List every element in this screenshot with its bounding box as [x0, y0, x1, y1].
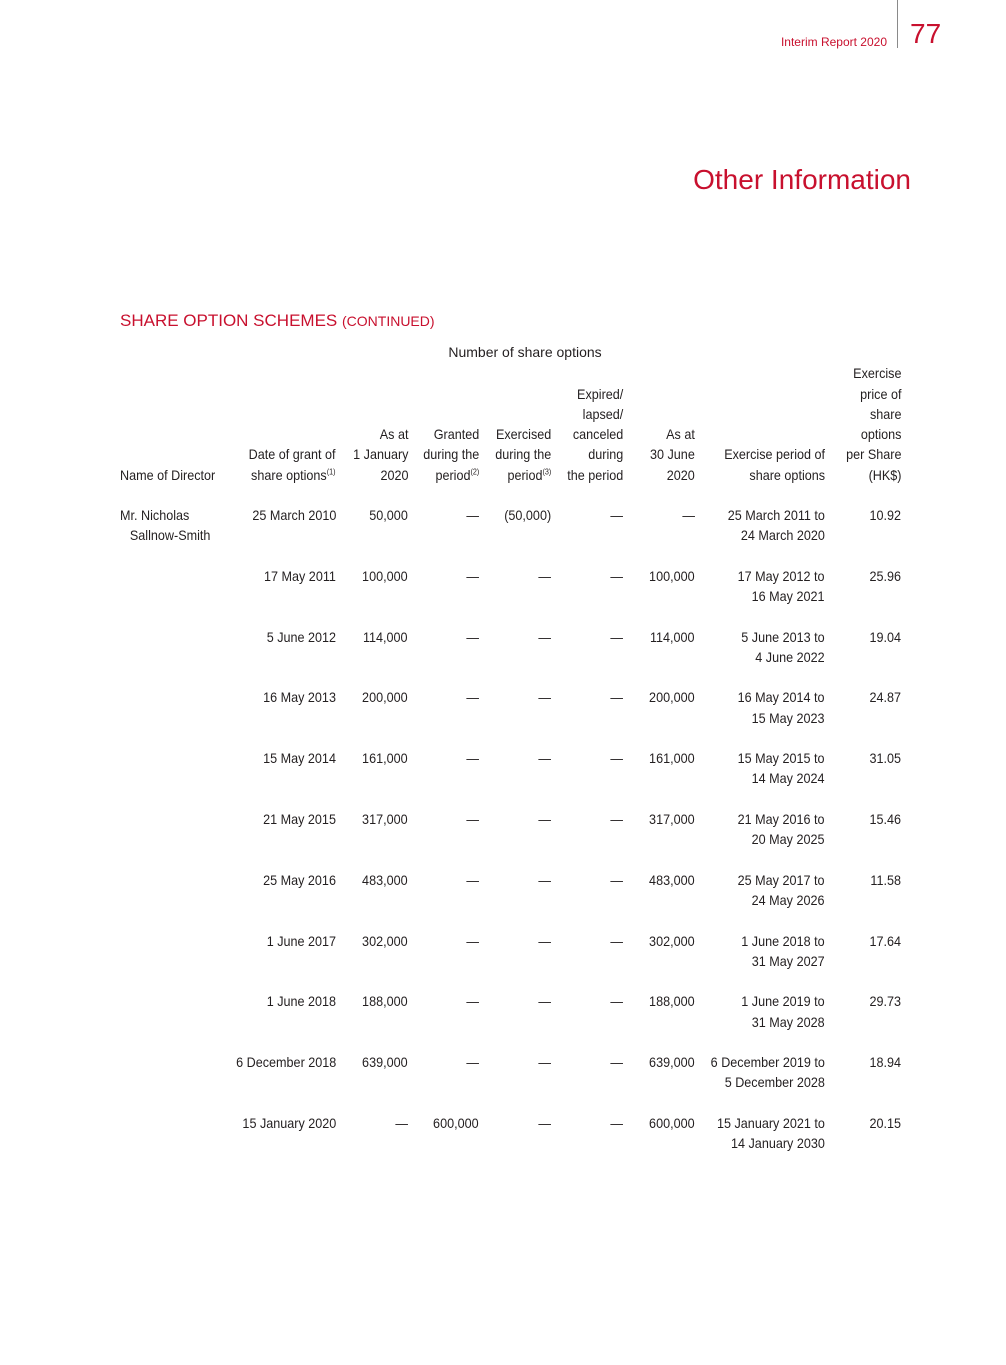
cell-period [738, 870, 825, 911]
cell-period-to: 4 June 2022 [755, 648, 825, 665]
cell-exercised: — [538, 871, 551, 888]
cell-date: 21 May 2015 [263, 811, 336, 827]
col-header-granted [423, 363, 479, 485]
cell-expired: — [610, 811, 623, 827]
col-header-line: 2020 [666, 466, 695, 483]
cell-granted: — [466, 507, 479, 523]
cell-date: 25 May 2016 [263, 871, 336, 888]
cell-period [728, 505, 825, 546]
cell-period-to: 14 May 2024 [752, 770, 825, 787]
col-header-period [724, 363, 825, 485]
page-number: 77 [910, 18, 942, 49]
col-header-line: Exercise period of [724, 446, 825, 463]
cell-period-from: 5 June 2013 to [741, 628, 825, 645]
col-header-line: period$^{(3)}$ [507, 466, 551, 483]
cell-jan: 50,000 [369, 507, 408, 523]
cell-jun: 114,000 [650, 628, 695, 645]
footnote-ref: (2) [470, 467, 479, 477]
cell-period [742, 991, 825, 1032]
cell-jan: 317,000 [362, 811, 408, 827]
cell-period-to: 14 January 2030 [731, 1135, 825, 1152]
cell-exercised: — [538, 628, 551, 645]
col-header-line: Exercised [495, 426, 551, 443]
col-header-expired [567, 363, 623, 485]
cell-expired: — [610, 871, 623, 888]
cell-period [742, 627, 825, 668]
cell-jun: 188,000 [649, 993, 695, 1010]
cell-period [742, 931, 825, 972]
cell-jun: 100,000 [649, 567, 695, 584]
col-header-line: during the [422, 446, 479, 463]
cell-exercised: — [538, 811, 551, 827]
col-header-line: Date of grant of [249, 446, 336, 463]
col-header-line: share [869, 405, 901, 422]
col-header-date [249, 363, 336, 485]
col-header-line: during the [494, 446, 551, 463]
section-heading [120, 311, 435, 331]
cell-date: 15 May 2014 [263, 750, 336, 767]
report-name: Interim Report 2020 [780, 35, 887, 49]
col-header-line: (HK$) [868, 466, 901, 483]
col-header-line: 30 June [650, 446, 695, 463]
cell-granted: — [466, 689, 479, 706]
cell-period-to: 31 May 2028 [752, 1013, 825, 1030]
cell-jan: 200,000 [362, 689, 408, 706]
cell-price: 24.87 [869, 689, 901, 706]
cell-price: 11.58 [870, 871, 901, 888]
cell-expired: — [610, 567, 623, 584]
cell-granted: — [466, 811, 479, 827]
cell-period-from: 1 June 2019 to [741, 993, 825, 1010]
col-header-exercised [495, 363, 551, 485]
cell-jan: 188,000 [362, 993, 408, 1010]
cell-period-from: 6 December 2019 to [710, 1054, 825, 1071]
cell-period-from: 1 June 2018 to [741, 932, 825, 949]
footnote-ref: (1) [327, 467, 336, 477]
group-header: Number of share options [448, 344, 602, 360]
cell-granted: 600,000 [433, 1115, 479, 1131]
cell-period-to: 16 May 2021 [752, 588, 825, 605]
cell-date: 6 December 2018 [235, 1054, 336, 1071]
cell-exercised: — [538, 689, 551, 706]
cell-price: 15.46 [869, 811, 901, 827]
cell-exercised: (50,000) [504, 507, 551, 523]
col-header-line: Name of Director [120, 466, 216, 483]
cell-jun: 317,000 [649, 811, 695, 827]
col-header-line: 1 January [352, 446, 408, 463]
col-header-line: price of [859, 385, 901, 402]
cell-period-to: 31 May 2027 [752, 952, 825, 969]
cell-date: 16 May 2013 [263, 689, 336, 706]
cell-expired: — [610, 689, 623, 706]
col-header-line: during [587, 446, 623, 463]
cell-period [717, 1113, 825, 1154]
footnote-ref: (3) [542, 467, 551, 477]
cell-expired: — [610, 750, 623, 767]
cell-expired: — [610, 507, 623, 523]
cell-price: 20.15 [869, 1115, 901, 1131]
cell-period-to: 5 December 2028 [724, 1074, 825, 1091]
cell-granted: — [466, 750, 479, 767]
cell-expired: — [610, 993, 623, 1010]
col-header-name [120, 363, 215, 485]
cell-granted: — [466, 567, 479, 584]
director-name-line: Sallnow-Smith [129, 527, 211, 544]
cell-expired: — [610, 1054, 623, 1071]
section-subtitle: (CONTINUED) [342, 313, 435, 329]
cell-period [711, 1052, 825, 1093]
col-header-price [846, 363, 901, 485]
col-header-line: the period [566, 466, 623, 483]
cell-date: 1 June 2017 [266, 932, 336, 949]
cell-exercised: — [538, 1115, 551, 1131]
cell-period-from: 16 May 2014 to [738, 689, 825, 706]
cell-jan: 483,000 [362, 871, 408, 888]
cell-date: 25 March 2010 [251, 507, 336, 523]
col-header-jun [650, 363, 695, 485]
cell-price: 18.94 [869, 1054, 901, 1071]
cell-jun: — [682, 507, 695, 523]
cell-jan: 100,000 [362, 567, 408, 584]
director-name-line: Mr. Nicholas [120, 507, 190, 523]
col-header-line: share options [749, 466, 825, 483]
cell-price: 10.92 [869, 507, 901, 523]
cell-exercised: — [538, 750, 551, 767]
col-header-line: Granted [433, 426, 479, 443]
cell-period [738, 809, 825, 850]
cell-expired: — [610, 628, 623, 645]
col-header-jan [353, 363, 408, 485]
cell-jan: 114,000 [363, 628, 408, 645]
cell-period [738, 687, 825, 728]
cell-jun: 600,000 [649, 1115, 695, 1131]
cell-price: 17.64 [869, 932, 901, 949]
cell-granted: — [466, 932, 479, 949]
cell-jan: 639,000 [362, 1054, 408, 1071]
cell-expired: — [610, 1115, 623, 1131]
col-header-line: Exercise [852, 365, 901, 382]
cell-granted: — [466, 871, 479, 888]
cell-exercised: — [538, 567, 551, 584]
cell-period-from: 25 May 2017 to [738, 871, 825, 888]
cell-period-from: 21 May 2016 to [738, 811, 825, 827]
cell-jun: 302,000 [649, 932, 695, 949]
cell-exercised: — [538, 993, 551, 1010]
cell-price: 31.05 [869, 750, 901, 767]
director-name [120, 505, 210, 546]
cell-expired: — [610, 932, 623, 949]
col-header-line: As at [379, 426, 408, 443]
header-divider [897, 0, 898, 48]
cell-period-from: 15 January 2021 to [717, 1115, 825, 1131]
col-header-line: canceled [572, 426, 623, 443]
cell-price: 29.73 [869, 993, 901, 1010]
col-header-line: options [860, 426, 901, 443]
col-header-line: share options$^{(1)}$ [251, 466, 336, 483]
section-title: SHARE OPTION SCHEMES [120, 311, 338, 330]
cell-granted: — [466, 628, 479, 645]
cell-date: 1 June 2018 [266, 993, 336, 1010]
cell-exercised: — [538, 932, 551, 949]
cell-period-to: 24 March 2020 [740, 527, 825, 544]
cell-jan: 161,000 [362, 750, 408, 767]
col-header-line: period$^{(2)}$ [435, 466, 479, 483]
cell-period-from: 17 May 2012 to [738, 567, 825, 584]
cell-granted: — [466, 993, 479, 1010]
page-title: Other Information [693, 164, 911, 195]
cell-period [738, 566, 825, 607]
cell-date: 5 June 2012 [266, 628, 336, 645]
cell-jan: — [395, 1115, 408, 1131]
cell-exercised: — [538, 1054, 551, 1071]
cell-period-from: 25 March 2011 to [727, 507, 825, 523]
col-header-line: As at [666, 426, 695, 443]
cell-jan: 302,000 [362, 932, 408, 949]
cell-period-to: 24 May 2026 [752, 892, 825, 909]
col-header-line: Expired/ [576, 385, 623, 402]
cell-period-to: 15 May 2023 [752, 709, 825, 726]
cell-period [738, 748, 825, 789]
cell-price: 19.04 [869, 628, 901, 645]
cell-period-to: 20 May 2025 [752, 831, 825, 848]
cell-price: 25.96 [869, 567, 901, 584]
col-header-line: lapsed/ [582, 405, 623, 422]
col-header-line: 2020 [379, 466, 408, 483]
cell-jun: 639,000 [649, 1054, 695, 1071]
cell-date: 15 January 2020 [242, 1115, 336, 1131]
cell-jun: 200,000 [649, 689, 695, 706]
cell-granted: — [466, 1054, 479, 1071]
cell-jun: 161,000 [649, 750, 695, 767]
col-header-line: per Share [845, 446, 901, 463]
cell-jun: 483,000 [649, 871, 695, 888]
cell-period-from: 15 May 2015 to [738, 750, 825, 767]
cell-date: 17 May 2011 [264, 567, 336, 584]
